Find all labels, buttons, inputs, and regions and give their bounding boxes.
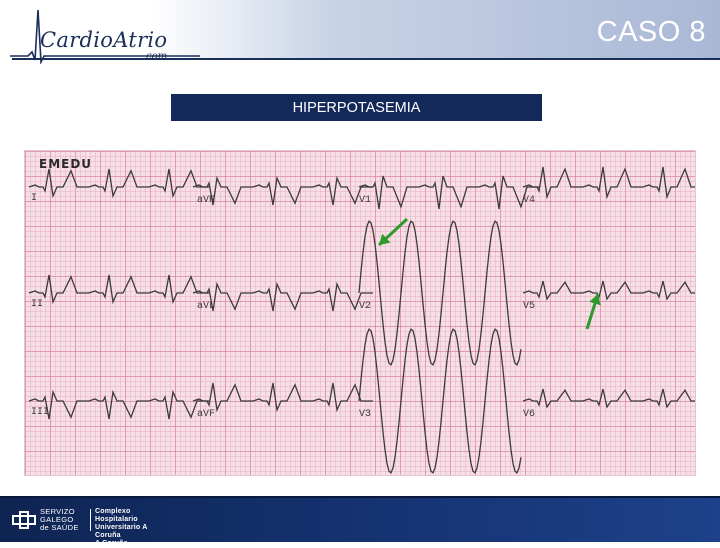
ecg-brand-tag: EMEDU bbox=[39, 157, 93, 171]
trace-iii bbox=[29, 392, 209, 419]
trace-avf bbox=[193, 383, 373, 410]
trace-v4 bbox=[523, 167, 695, 197]
footer-hospital-name bbox=[95, 508, 175, 548]
footer-hospital-line-1: Complexo Hospitalario bbox=[95, 508, 138, 523]
ecg-strip bbox=[24, 150, 696, 476]
trace-avr bbox=[193, 178, 373, 205]
trace-i bbox=[29, 169, 209, 196]
footer-separator bbox=[90, 509, 91, 531]
lead-label-avl: aVL bbox=[197, 301, 216, 312]
diagnosis-label: HIPERPOTASEMIA bbox=[292, 99, 421, 116]
logo-sub-text: com bbox=[146, 51, 168, 62]
lead-label-i: I bbox=[31, 193, 38, 204]
footer-hospital-line-3: A Coruña bbox=[95, 540, 128, 547]
lead-label-ii: II bbox=[31, 299, 44, 310]
lead-label-v5: V5 bbox=[523, 301, 536, 312]
trace-v3 bbox=[359, 329, 521, 473]
footer-hospital-line-2: Universitario A Coruña bbox=[95, 524, 148, 539]
sergas-logo-icon bbox=[12, 511, 36, 529]
trace-v6 bbox=[523, 389, 695, 407]
lead-label-v2: V2 bbox=[359, 301, 372, 312]
trace-avl bbox=[193, 284, 373, 311]
lead-label-avr: aVR bbox=[197, 195, 216, 206]
diagnosis-banner bbox=[171, 94, 542, 121]
trace-v5 bbox=[523, 281, 695, 299]
footer-org-line-1: SERVIZO bbox=[40, 507, 75, 516]
lead-label-avf: aVF bbox=[197, 409, 216, 420]
case-title: CASO 8 bbox=[596, 16, 706, 48]
footer-org-name bbox=[40, 508, 96, 532]
lead-label-v4: V4 bbox=[523, 195, 536, 206]
logo-main-text: CardioAtrio bbox=[40, 28, 168, 52]
lead-label-v6: V6 bbox=[523, 409, 536, 420]
trace-v1 bbox=[359, 176, 539, 209]
footer-org-line-3: de SAÚDE bbox=[40, 523, 79, 532]
lead-label-v3: V3 bbox=[359, 409, 372, 420]
trace-ii bbox=[29, 275, 209, 302]
footer-org-line-2: GALEGO bbox=[40, 515, 74, 524]
lead-label-iii: III bbox=[31, 407, 50, 418]
lead-label-v1: V1 bbox=[359, 195, 372, 206]
footer-bar bbox=[0, 496, 720, 547]
